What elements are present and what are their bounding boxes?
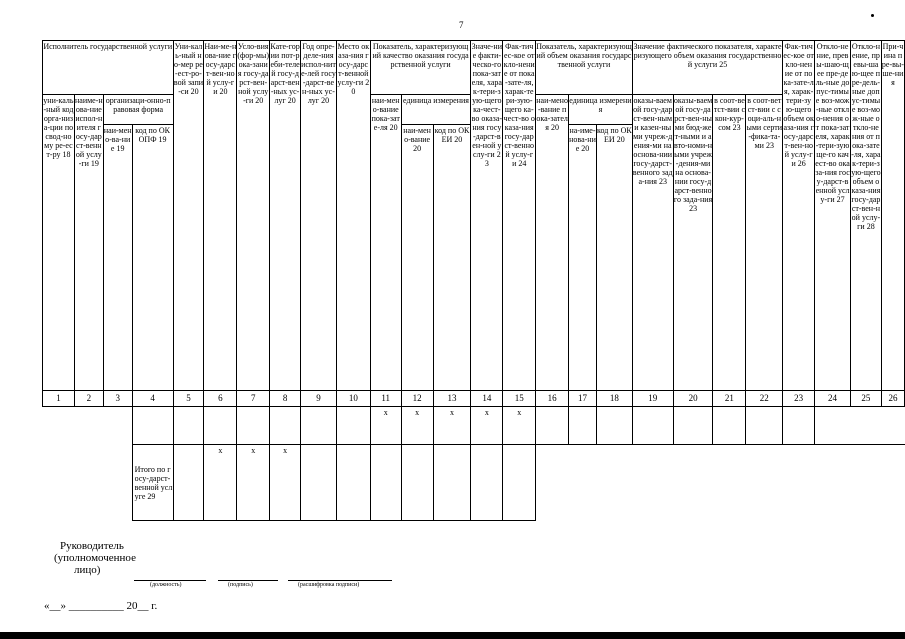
data-cell xyxy=(503,445,536,521)
column-number: 25 xyxy=(850,391,881,407)
subheader-org-form: организаци-онно-правовая форма xyxy=(103,95,173,125)
date-line: «__» __________ 20__ г. xyxy=(44,600,158,612)
column-number: 16 xyxy=(536,391,569,407)
data-cell xyxy=(401,445,433,521)
x-mark: x xyxy=(270,445,301,521)
head-label-line1: Руководитель xyxy=(60,540,124,552)
x-mark: x xyxy=(237,445,270,521)
column-number: 24 xyxy=(815,391,851,407)
column-number: 1 xyxy=(43,391,75,407)
header-fact-value: Значение фактического показателя, характеризующего объем оказания государственной услуги 25 xyxy=(632,41,782,95)
subheader-fact-state: оказы-ваемой госу-дарст-вен-ными казен-ными учреж-дения-ми на основа-нии госу-дарст-венного зада-ния 23 xyxy=(632,95,673,391)
data-cell xyxy=(569,407,597,445)
data-cell xyxy=(713,407,746,445)
subheader-quality-unit-name: наи-мено-вание 20 xyxy=(401,125,433,391)
blank-area xyxy=(43,407,133,445)
subheader-quality-name: наи-мено-вание пока-зате-ля 20 xyxy=(370,95,401,391)
data-cell xyxy=(173,445,204,521)
header-categories: Кате-гории пот-реби-телей госу-дарст-вен-ных ус-луг 20 xyxy=(270,41,301,391)
header-place: Место оказа-ния госу-дарст-венной услу-ги 20 xyxy=(336,41,370,391)
header-volume-indicator: Показатель, характеризующий объем оказания государственной услуги xyxy=(536,41,633,95)
column-number: 15 xyxy=(503,391,536,407)
column-number: 18 xyxy=(596,391,632,407)
page-number: 7 xyxy=(459,20,464,30)
blank-area xyxy=(43,445,133,521)
column-number: 20 xyxy=(673,391,713,407)
header-fact-deviation: Фак-тичес-кое откло-нение от пока-зате-ля, харак-тери-зую-щего объем оказа-ния госу-дарст-вен-ной услу-ги 26 xyxy=(783,41,815,391)
column-number: 22 xyxy=(746,391,783,407)
data-cell xyxy=(132,407,173,445)
column-number: 7 xyxy=(237,391,270,407)
position-line xyxy=(134,580,206,581)
subheader-quality-okei-code: код по ОКЕИ 20 xyxy=(433,125,471,391)
page-mark xyxy=(871,14,874,17)
column-number: 3 xyxy=(103,391,132,407)
x-mark: x xyxy=(204,445,237,521)
head-label-line2: (уполномоченное xyxy=(54,552,136,564)
column-number: 5 xyxy=(173,391,204,407)
data-cell xyxy=(433,445,471,521)
data-cell xyxy=(673,407,713,445)
header-reason: При-чина пре-вы-ше-ния xyxy=(881,41,904,391)
column-number: 12 xyxy=(401,391,433,407)
column-number: 10 xyxy=(336,391,370,407)
data-cell xyxy=(471,445,503,521)
subheader-fact-certificate: в соот-ветст-вии с соци-аль-ными серти-фика-та-ми 23 xyxy=(746,95,783,391)
column-number: 14 xyxy=(471,391,503,407)
column-number: 11 xyxy=(370,391,401,407)
column-number: 8 xyxy=(270,391,301,407)
subheader-org-form-name: наи-мено-ва-ние 19 xyxy=(103,125,132,391)
subheader-fact-budget: оказы-ваемой госу-дарст-вен-ными бюд-жет-ными и авто-номи-ными учреж-дения-ми на основа-нии госу-дарст-венного зада-ния 23 xyxy=(673,95,713,391)
data-cell xyxy=(336,445,370,521)
subheader-volume-unit-name: на-име-нова-ние 20 xyxy=(569,125,597,391)
x-mark: x xyxy=(370,407,401,445)
head-label-line3: лицо) xyxy=(74,564,101,576)
x-mark: x xyxy=(471,407,503,445)
subheader-performer-name: наиме-нова-ние испол-нителя госу-дарст-венной услу-ги 19 xyxy=(74,95,103,391)
blank-area xyxy=(815,407,905,445)
header-quality-deviation: Фак-тичес-кое откло-нение от пока-зате-ля, харак-тери-зую-щего ка-чест-во оказа-ния госу-дарст-венной услу-ги 24 xyxy=(503,41,536,391)
column-number: 17 xyxy=(569,391,597,407)
data-cell xyxy=(270,407,301,445)
header-service-name: Наи-ме-нова-ние госу-дарст-вен-ной услу-ги 20 xyxy=(204,41,237,391)
x-mark: x xyxy=(433,407,471,445)
signature-line xyxy=(218,580,278,581)
decoding-label: (расшифровка подписи) xyxy=(298,582,360,588)
signature-label: (подпись) xyxy=(228,582,253,588)
scan-edge xyxy=(0,632,905,639)
blank-area xyxy=(536,445,905,521)
position-label: (должность) xyxy=(150,582,182,588)
subheader-unique-code: уни-каль-ный код орга-низа-ции по свод-ному ре-ест-ру 18 xyxy=(43,95,75,391)
header-quality-value: Значе-ние факти-ческо-го пока-зателя, харак-тери-зую-щего ка-чест-во оказа-ния госу-дарст-вен-ной услу-ги 23 xyxy=(471,41,503,391)
report-table xyxy=(42,40,905,521)
column-number: 6 xyxy=(204,391,237,407)
subheader-volume-okei-code: код по ОКЕИ 20 xyxy=(596,125,632,391)
column-number: 9 xyxy=(301,391,337,407)
x-mark: x xyxy=(401,407,433,445)
data-cell xyxy=(173,407,204,445)
subheader-fact-contest: в соот-ветст-вии с кон-кур-сом 23 xyxy=(713,95,746,391)
decoding-line xyxy=(288,580,392,581)
data-cell xyxy=(237,407,270,445)
column-number: 23 xyxy=(783,391,815,407)
column-number: 21 xyxy=(713,391,746,407)
subheader-quality-unit: единица измерения xyxy=(401,95,471,125)
data-cell xyxy=(204,407,237,445)
header-year: Год опре-деле-ния испол-ните-лей госу-дарст-вен-ных ус-луг 20 xyxy=(301,41,337,391)
column-number: 13 xyxy=(433,391,471,407)
data-cell xyxy=(632,407,673,445)
column-number: 4 xyxy=(132,391,173,407)
header-conditions: Усло-вия (фор-мы) ока-зания госу-дарст-вен-ной услу-ги 20 xyxy=(237,41,270,391)
header-unique-number: Уни-каль-ный но-мер ре-ест-ро-вой запи-си 20 xyxy=(173,41,204,391)
data-cell xyxy=(301,407,337,445)
subheader-okopf-code: код по ОКОПФ 19 xyxy=(132,125,173,391)
subheader-volume-name: наи-мено-вание пока-зателя 20 xyxy=(536,95,569,391)
column-number: 2 xyxy=(74,391,103,407)
column-number: 19 xyxy=(632,391,673,407)
data-cell xyxy=(336,407,370,445)
data-cell xyxy=(370,445,401,521)
header-performer: Исполнитель государственной услуги xyxy=(43,41,174,95)
x-mark: x xyxy=(503,407,536,445)
data-cell xyxy=(301,445,337,521)
data-cell xyxy=(536,407,569,445)
total-label: Итого по госу-дарст-венной услуге 29 xyxy=(132,445,173,521)
data-cell xyxy=(596,407,632,445)
data-cell xyxy=(746,407,783,445)
header-quality-indicator: Показатель, характеризующий качество оказания государственной услуги xyxy=(370,41,471,95)
data-cell xyxy=(783,407,815,445)
header-deviation-volume: Откло-нение, превы-шаю-щее пре-дель-ные допус-тимые воз-мож-ные откло-нения от пока-зате-ля, харак-тери-зую-щего объем оказа-ния госу-дарст-вен-ной услу-ги 28 xyxy=(850,41,881,391)
subheader-volume-unit: единица измерения xyxy=(569,95,633,125)
header-deviation-quality: Откло-нение, превы-шаю-щее пре-дель-ные допус-тимые воз-мож-ные откло-нения от пока-зателя, харак-тери-зующе-го качест-во оказа-ния госу-дарст-венной услу-ги 27 xyxy=(815,41,851,391)
column-number: 26 xyxy=(881,391,904,407)
